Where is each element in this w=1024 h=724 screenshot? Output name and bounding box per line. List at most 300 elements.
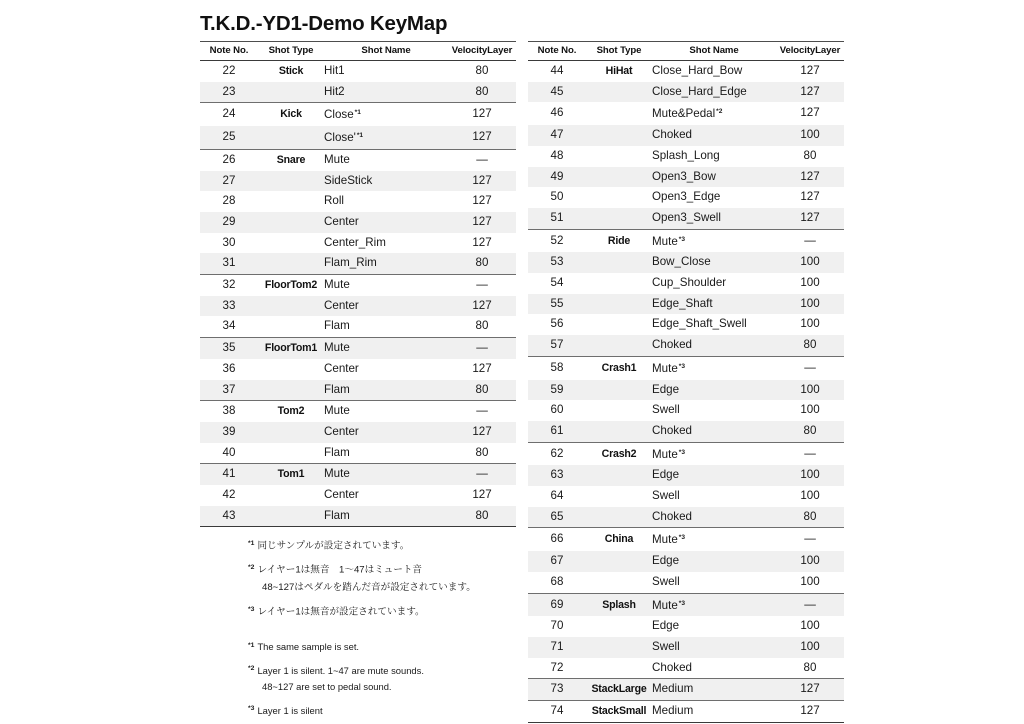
cell-shot-name: Medium bbox=[652, 679, 776, 701]
table-row bbox=[200, 316, 516, 337]
cell-shot-type bbox=[586, 314, 652, 335]
cell-shot-name: Mute$^{*3}$ bbox=[652, 229, 776, 252]
cell-note-no: 64 bbox=[550, 489, 564, 503]
cell-shot-type bbox=[258, 191, 324, 212]
cell-shot-name: Swell bbox=[652, 403, 680, 417]
cell-velocity-layer: 100 bbox=[800, 276, 820, 290]
table-row bbox=[528, 616, 844, 637]
footnote-item bbox=[248, 664, 518, 694]
cell-note-no: 48 bbox=[550, 148, 564, 162]
cell-velocity-layer: 127 bbox=[800, 106, 820, 120]
cell-velocity-layer: 127 bbox=[800, 169, 820, 183]
footnotes-japanese bbox=[248, 539, 518, 619]
cell-shot-type bbox=[258, 82, 324, 103]
cell-shot-name: Mute$^{*3}$ bbox=[652, 528, 776, 551]
cell-note-no: 69 bbox=[528, 593, 586, 616]
cell-shot-name: Mute$^{*3}$ bbox=[652, 356, 776, 379]
footnote-text-line-1: Layer 1 is silent bbox=[257, 704, 323, 716]
cell-velocity-layer: 127 bbox=[800, 64, 820, 77]
cell-shot-name: Choked bbox=[652, 128, 692, 142]
cell-shot-type bbox=[586, 421, 652, 442]
cell-shot-type bbox=[586, 125, 652, 146]
cell-note-no: 52 bbox=[528, 229, 586, 252]
cell-note-no: 63 bbox=[550, 468, 564, 482]
cell-note-no: 43 bbox=[200, 506, 258, 527]
cell-shot-type bbox=[586, 637, 652, 658]
cell-note-no: 44 bbox=[550, 64, 564, 77]
cell-velocity-layer: 127 bbox=[472, 173, 492, 187]
footnote-text-line-2: 48~127 are set to pedal sound. bbox=[262, 681, 392, 693]
table-row bbox=[528, 82, 844, 103]
cell-shot-name: Mute bbox=[324, 464, 448, 485]
table-row bbox=[200, 126, 516, 149]
cell-note-no: 72 bbox=[550, 660, 564, 674]
table-row bbox=[528, 167, 844, 188]
cell-shot-type bbox=[258, 380, 324, 401]
right-keymap-table bbox=[528, 41, 844, 723]
footnote-marker: *3 bbox=[248, 705, 255, 713]
column-header-note-no: Note No. bbox=[528, 42, 586, 61]
cell-shot-type bbox=[586, 252, 652, 273]
column-header-shot-name: Shot Name bbox=[324, 42, 448, 61]
footnote-reference: *1 bbox=[354, 109, 361, 117]
cell-shot-name: Center bbox=[324, 361, 359, 375]
cell-velocity-layer: 127 bbox=[472, 298, 492, 312]
cell-shot-name: Mute bbox=[324, 338, 448, 359]
cell-shot-type bbox=[586, 507, 652, 528]
cell-velocity-layer: 127 bbox=[472, 130, 492, 144]
table-row bbox=[200, 253, 516, 274]
cell-velocity-layer: 100 bbox=[800, 296, 820, 310]
footnote-item bbox=[248, 539, 518, 553]
cell-shot-type bbox=[258, 485, 324, 506]
cell-shot-name: Mute$^{*3}$ bbox=[652, 593, 776, 616]
footnote-text-line-1: The same sample is set. bbox=[257, 641, 360, 652]
cell-note-no: 58 bbox=[528, 356, 586, 379]
table-row bbox=[528, 572, 844, 593]
cell-shot-name: Choked bbox=[652, 338, 692, 352]
cell-note-no: 22 bbox=[222, 64, 236, 77]
cell-shot-name: Center bbox=[324, 214, 359, 228]
cell-note-no: 26 bbox=[200, 149, 258, 170]
cell-note-no: 68 bbox=[550, 574, 564, 588]
cell-velocity-layer: 80 bbox=[475, 319, 489, 333]
cell-note-no: 35 bbox=[200, 338, 258, 359]
cell-shot-name: Center bbox=[324, 488, 359, 502]
footnote-text-line-1: レイヤー1は無音 1〜47はミュート音 bbox=[257, 564, 423, 576]
cell-velocity-layer: 80 bbox=[803, 660, 817, 674]
cell-note-no: 46 bbox=[550, 106, 564, 120]
cell-note-no: 27 bbox=[222, 173, 236, 187]
column-header-note-no: Note No. bbox=[200, 42, 258, 61]
cell-shot-name: Open3_Swell bbox=[652, 210, 721, 224]
cell-velocity-layer: — bbox=[776, 593, 844, 616]
cell-velocity-layer: 100 bbox=[800, 128, 820, 142]
right-keymap-table-block bbox=[528, 41, 844, 723]
cell-velocity-layer: 100 bbox=[800, 317, 820, 331]
table-row bbox=[200, 296, 516, 317]
cell-note-no: 41 bbox=[200, 464, 258, 485]
cell-shot-type bbox=[586, 572, 652, 593]
cell-note-no: 65 bbox=[550, 509, 564, 523]
cell-shot-type bbox=[586, 273, 652, 294]
table-row bbox=[200, 103, 516, 126]
table-row bbox=[200, 422, 516, 443]
cell-shot-type bbox=[586, 616, 652, 637]
table-row bbox=[528, 421, 844, 442]
cell-note-no: 53 bbox=[550, 255, 564, 269]
footnote-marker: *3 bbox=[248, 605, 255, 613]
cell-note-no: 31 bbox=[222, 256, 236, 270]
cell-shot-type bbox=[258, 506, 324, 527]
cell-shot-name: Mute bbox=[324, 401, 448, 422]
cell-shot-name: Edge bbox=[652, 382, 680, 396]
table-row bbox=[528, 486, 844, 507]
cell-shot-name: Edge_Shaft bbox=[652, 296, 713, 310]
cell-note-no: 45 bbox=[550, 84, 564, 98]
left-table-header bbox=[200, 42, 516, 61]
cell-velocity-layer: 100 bbox=[800, 489, 820, 503]
footnote-reference: *1 bbox=[356, 132, 364, 140]
table-row bbox=[528, 229, 844, 252]
cell-shot-type bbox=[258, 171, 324, 192]
right-table-header bbox=[528, 42, 844, 61]
cell-shot-name: Mute&Pedal$^{*2}$ bbox=[652, 107, 723, 121]
cell-shot-name: Flam bbox=[324, 506, 448, 527]
table-row bbox=[528, 102, 844, 125]
column-header-velocity-layer: VelocityLayer bbox=[448, 42, 516, 61]
table-row bbox=[528, 187, 844, 208]
table-row bbox=[200, 233, 516, 254]
cell-note-no: 38 bbox=[200, 401, 258, 422]
cell-shot-type: Snare bbox=[258, 149, 324, 170]
cell-shot-type bbox=[258, 253, 324, 274]
cell-note-no: 42 bbox=[222, 488, 236, 502]
table-row bbox=[200, 464, 516, 485]
cell-note-no: 60 bbox=[550, 403, 564, 417]
cell-shot-name: Center bbox=[324, 298, 359, 312]
cell-velocity-layer: 80 bbox=[475, 256, 489, 270]
cell-shot-type bbox=[258, 422, 324, 443]
table-row bbox=[528, 208, 844, 229]
table-row bbox=[528, 465, 844, 486]
table-row bbox=[528, 356, 844, 379]
cell-note-no: 50 bbox=[550, 190, 564, 204]
footnote-item bbox=[248, 640, 518, 654]
cell-shot-type: Splash bbox=[586, 593, 652, 616]
cell-shot-type: FloorTom2 bbox=[258, 275, 324, 296]
table-row bbox=[528, 528, 844, 551]
footnote-reference: *3 bbox=[678, 534, 686, 542]
footnote-reference: *3 bbox=[678, 362, 686, 370]
cell-shot-name: Swell bbox=[652, 489, 680, 503]
cell-velocity-layer: — bbox=[448, 149, 516, 170]
cell-shot-name: Flam_Rim bbox=[324, 256, 377, 270]
footnote-item bbox=[248, 704, 518, 718]
cell-shot-type bbox=[586, 82, 652, 103]
cell-shot-type bbox=[586, 380, 652, 401]
column-header-shot-type: Shot Type bbox=[258, 42, 324, 61]
cell-shot-type: StackLarge bbox=[586, 679, 652, 701]
cell-note-no: 57 bbox=[550, 338, 564, 352]
cell-velocity-layer: 80 bbox=[475, 382, 489, 396]
cell-note-no: 55 bbox=[550, 296, 564, 310]
table-row bbox=[528, 701, 844, 723]
cell-note-no: 54 bbox=[550, 276, 564, 290]
cell-shot-type: China bbox=[586, 528, 652, 551]
cell-shot-type bbox=[258, 296, 324, 317]
cell-shot-name: Choked bbox=[652, 423, 692, 437]
cell-shot-type: Kick bbox=[258, 103, 324, 126]
cell-shot-type bbox=[258, 443, 324, 464]
footnote-marker: *2 bbox=[248, 564, 255, 572]
cell-shot-type bbox=[586, 167, 652, 188]
footnotes-english bbox=[248, 640, 518, 718]
cell-velocity-layer: 100 bbox=[800, 574, 820, 588]
cell-velocity-layer: 100 bbox=[800, 468, 820, 482]
cell-shot-type: FloorTom1 bbox=[258, 338, 324, 359]
table-row bbox=[200, 380, 516, 401]
table-row bbox=[528, 294, 844, 315]
cell-shot-type bbox=[586, 465, 652, 486]
cell-note-no: 49 bbox=[550, 169, 564, 183]
cell-shot-name: Medium bbox=[652, 701, 776, 723]
table-row bbox=[528, 125, 844, 146]
cell-note-no: 56 bbox=[550, 317, 564, 331]
cell-note-no: 28 bbox=[222, 194, 236, 208]
cell-velocity-layer: 127 bbox=[472, 424, 492, 438]
left-header-row bbox=[200, 42, 516, 61]
cell-shot-name: Flam bbox=[324, 319, 350, 333]
cell-shot-name: Close_Hard_Edge bbox=[652, 84, 747, 98]
footnote-reference: *3 bbox=[678, 599, 686, 607]
cell-shot-type bbox=[258, 233, 324, 254]
cell-velocity-layer: 100 bbox=[800, 382, 820, 396]
cell-shot-type: HiHat bbox=[605, 65, 633, 77]
footnote-item bbox=[248, 563, 518, 594]
cell-shot-name: Flam bbox=[324, 382, 350, 396]
cell-note-no: 66 bbox=[528, 528, 586, 551]
cell-velocity-layer: 127 bbox=[472, 194, 492, 208]
table-row bbox=[528, 400, 844, 421]
table-row bbox=[528, 273, 844, 294]
cell-shot-type bbox=[586, 400, 652, 421]
cell-velocity-layer: 100 bbox=[800, 554, 820, 568]
cell-note-no: 47 bbox=[550, 128, 564, 142]
cell-velocity-layer: 80 bbox=[475, 84, 489, 98]
cell-velocity-layer: 80 bbox=[803, 148, 817, 162]
table-row bbox=[200, 485, 516, 506]
table-row bbox=[200, 171, 516, 192]
cell-velocity-layer: 127 bbox=[800, 84, 820, 98]
cell-note-no: 61 bbox=[550, 423, 564, 437]
cell-shot-name: SideStick bbox=[324, 173, 373, 187]
cell-shot-type: Stick bbox=[278, 65, 304, 77]
cell-shot-name: Open3_Edge bbox=[652, 190, 721, 204]
cell-shot-type bbox=[586, 658, 652, 679]
cell-velocity-layer: 127 bbox=[472, 235, 492, 249]
cell-note-no: 32 bbox=[200, 275, 258, 296]
cell-shot-name: Flam bbox=[324, 445, 350, 459]
cell-note-no: 67 bbox=[550, 554, 564, 568]
cell-shot-type bbox=[586, 146, 652, 167]
cell-velocity-layer: 127 bbox=[776, 701, 844, 723]
cell-velocity-layer: — bbox=[776, 528, 844, 551]
cell-note-no: 33 bbox=[222, 298, 236, 312]
cell-shot-type: Ride bbox=[586, 229, 652, 252]
table-row bbox=[528, 679, 844, 701]
cell-shot-name: Edge bbox=[652, 554, 680, 568]
cell-velocity-layer: 100 bbox=[800, 255, 820, 269]
table-row bbox=[200, 275, 516, 296]
table-row bbox=[528, 335, 844, 356]
cell-note-no: 70 bbox=[550, 619, 564, 633]
table-row bbox=[200, 401, 516, 422]
table-row bbox=[200, 149, 516, 170]
column-header-shot-type: Shot Type bbox=[586, 42, 652, 61]
page-title: T.K.D.-YD1-Demo KeyMap bbox=[200, 12, 448, 35]
cell-shot-type bbox=[258, 212, 324, 233]
cell-velocity-layer: 80 bbox=[475, 64, 489, 77]
cell-shot-type bbox=[586, 187, 652, 208]
cell-velocity-layer: — bbox=[448, 275, 516, 296]
cell-shot-type bbox=[586, 208, 652, 229]
table-row bbox=[528, 507, 844, 528]
cell-shot-type bbox=[586, 335, 652, 356]
right-table-body bbox=[528, 61, 844, 723]
cell-shot-name: Mute bbox=[324, 149, 448, 170]
cell-velocity-layer: 100 bbox=[800, 639, 820, 653]
cell-shot-name: Edge bbox=[652, 619, 680, 633]
cell-note-no: 74 bbox=[528, 701, 586, 723]
cell-shot-type bbox=[258, 126, 324, 149]
table-row bbox=[528, 61, 844, 82]
table-row bbox=[528, 658, 844, 679]
footnote-marker: *1 bbox=[248, 641, 255, 649]
cell-shot-name: Swell bbox=[652, 639, 680, 653]
cell-note-no: 73 bbox=[528, 679, 586, 701]
table-row bbox=[528, 146, 844, 167]
left-keymap-table bbox=[200, 41, 516, 527]
cell-shot-type: Crash1 bbox=[586, 356, 652, 379]
table-row bbox=[200, 82, 516, 103]
right-header-row bbox=[528, 42, 844, 61]
cell-shot-name: Roll bbox=[324, 194, 344, 208]
table-row bbox=[528, 380, 844, 401]
cell-velocity-layer: — bbox=[448, 401, 516, 422]
cell-shot-name: Choked bbox=[652, 509, 692, 523]
cell-shot-type: Tom1 bbox=[258, 464, 324, 485]
cell-shot-name: Choked bbox=[652, 660, 692, 674]
footnote-reference: *2 bbox=[716, 108, 723, 116]
cell-note-no: 23 bbox=[222, 84, 236, 98]
left-keymap-table-block bbox=[200, 41, 516, 527]
footnote-reference: *3 bbox=[678, 448, 686, 456]
footnote-text-line-1: 同じサンプルが設定されています。 bbox=[257, 540, 410, 552]
cell-velocity-layer: 80 bbox=[803, 338, 817, 352]
table-row bbox=[200, 338, 516, 359]
cell-note-no: 39 bbox=[222, 424, 236, 438]
cell-velocity-layer: 80 bbox=[475, 445, 489, 459]
cell-shot-name: Mute bbox=[324, 275, 448, 296]
cell-shot-type bbox=[586, 551, 652, 572]
cell-shot-type: StackSmall bbox=[586, 701, 652, 723]
cell-velocity-layer: — bbox=[776, 229, 844, 252]
cell-shot-name: Open3_Bow bbox=[652, 169, 716, 183]
cell-velocity-layer: 80 bbox=[448, 506, 516, 527]
cell-shot-type bbox=[258, 359, 324, 380]
cell-note-no: 36 bbox=[222, 361, 236, 375]
cell-shot-name: Hit2 bbox=[324, 84, 345, 98]
table-row bbox=[200, 212, 516, 233]
footnote-text-line-1: Layer 1 is silent. 1~47 are mute sounds. bbox=[257, 664, 424, 676]
cell-shot-name: Close'$^{*1}$ bbox=[324, 131, 364, 145]
cell-shot-type: Crash2 bbox=[586, 442, 652, 465]
cell-velocity-layer: 100 bbox=[800, 403, 820, 417]
cell-note-no: 34 bbox=[222, 319, 236, 333]
cell-velocity-layer: 80 bbox=[803, 423, 817, 437]
cell-velocity-layer: 127 bbox=[472, 214, 492, 228]
cell-shot-name: Close_Hard_Bow bbox=[652, 64, 743, 77]
cell-shot-name: Center bbox=[324, 424, 359, 438]
cell-velocity-layer: 127 bbox=[776, 679, 844, 701]
table-row bbox=[200, 443, 516, 464]
table-row bbox=[528, 637, 844, 658]
cell-note-no: 71 bbox=[550, 639, 564, 653]
cell-velocity-layer: 127 bbox=[472, 488, 492, 502]
footnote-marker: *1 bbox=[248, 540, 255, 547]
footnote-text-line-1: レイヤー1は無音が設定されています。 bbox=[257, 606, 425, 618]
cell-velocity-layer: 127 bbox=[472, 361, 492, 375]
cell-note-no: 24 bbox=[200, 103, 258, 126]
cell-velocity-layer: 127 bbox=[800, 210, 820, 224]
cell-shot-name: Cup_Shoulder bbox=[652, 276, 727, 290]
table-row bbox=[200, 191, 516, 212]
footnote-marker: *2 bbox=[248, 665, 255, 673]
cell-note-no: 62 bbox=[528, 442, 586, 465]
footnote-text-line-2: 48~127はペダルを踏んだ音が設定されています。 bbox=[262, 581, 476, 593]
footnote-item bbox=[248, 605, 518, 619]
column-header-shot-name: Shot Name bbox=[652, 42, 776, 61]
cell-velocity-layer: 100 bbox=[800, 619, 820, 633]
table-row bbox=[528, 442, 844, 465]
cell-note-no: 59 bbox=[550, 382, 564, 396]
cell-note-no: 29 bbox=[222, 214, 236, 228]
cell-velocity-layer: — bbox=[776, 356, 844, 379]
cell-shot-name: Center_Rim bbox=[324, 235, 386, 249]
cell-shot-name: Close$^{*1}$ bbox=[324, 103, 448, 126]
cell-shot-name: Splash_Long bbox=[652, 148, 720, 162]
cell-velocity-layer: — bbox=[448, 338, 516, 359]
column-header-velocity-layer: VelocityLayer bbox=[776, 42, 844, 61]
table-row bbox=[528, 252, 844, 273]
table-row bbox=[200, 506, 516, 527]
cell-shot-type bbox=[586, 102, 652, 125]
cell-note-no: 30 bbox=[222, 235, 236, 249]
cell-shot-name: Edge bbox=[652, 468, 680, 482]
cell-shot-type: Tom2 bbox=[258, 401, 324, 422]
cell-shot-type bbox=[258, 316, 324, 337]
cell-note-no: 25 bbox=[222, 130, 236, 144]
table-row bbox=[528, 593, 844, 616]
footnote-reference: *3 bbox=[678, 235, 686, 243]
table-row bbox=[200, 359, 516, 380]
cell-note-no: 40 bbox=[222, 445, 236, 459]
cell-shot-name: Edge_Shaft_Swell bbox=[652, 317, 747, 331]
cell-velocity-layer: 80 bbox=[803, 509, 817, 523]
cell-note-no: 51 bbox=[550, 210, 564, 224]
cell-shot-name: Mute$^{*3}$ bbox=[652, 442, 776, 465]
